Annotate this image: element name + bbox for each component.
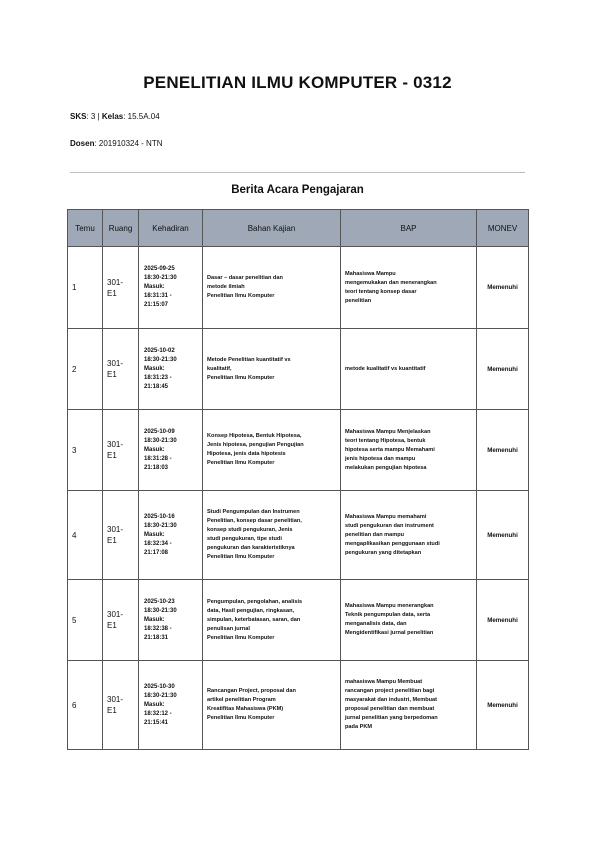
table-row — [68, 491, 529, 580]
sks-kelas-line — [70, 112, 160, 121]
cell-bahan-kajian: Studi Pengumpulan dan Instrumen Penelitian, konsep dasar penelitian, konsep studi pengukuran, Jenis studi pengukuran, tipe studi pengukuran dan karakteristiknya Penelitian Ilmu Komputer — [203, 491, 341, 580]
header-bahan-kajian: Bahan Kajian — [203, 210, 341, 247]
divider — [70, 172, 525, 173]
cell-bap: metode kualitatif vs kuantitatif — [341, 329, 477, 410]
table-row — [68, 247, 529, 329]
cell-ruang: 301- E1 — [103, 329, 139, 410]
cell-monev: Memenuhi — [477, 247, 529, 329]
cell-ruang: 301- E1 — [103, 580, 139, 661]
cell-ruang: 301- E1 — [103, 491, 139, 580]
cell-bahan-kajian: Metode Penelitian kuantitatif vs kualitatif, Penelitian Ilmu Komputer — [203, 329, 341, 410]
cell-bap: Mahasiswa Mampu menerangkan Teknik pengumpulan data, serta menganalisis data, dan Mengidentifikasi jurnal penelitian — [341, 580, 477, 661]
cell-bap: Mahasiswa Mampu Menjelaskan teori tentang Hipotesa, bentuk hipotesa serta mampu Memahami jenis hipotesa dan mampu melakukan pengujian hipotesa — [341, 410, 477, 491]
cell-kehadiran: 2025-10-16 18:30-21:30 Masuk: 18:32:34 - 21:17:08 — [139, 491, 203, 580]
cell-temu: 2 — [68, 329, 103, 410]
page-title: PENELITIAN ILMU KOMPUTER - 0312 — [143, 73, 452, 92]
cell-ruang: 301- E1 — [103, 247, 139, 329]
table-row — [68, 410, 529, 491]
cell-temu: 5 — [68, 580, 103, 661]
cell-monev: Memenuhi — [477, 410, 529, 491]
table-header-row — [68, 210, 529, 247]
sks-value: : 3 | — [86, 112, 102, 121]
cell-temu: 4 — [68, 491, 103, 580]
cell-kehadiran: 2025-09-25 18:30-21:30 Masuk: 18:31:31 - 21:15:07 — [139, 247, 203, 329]
section-title: Berita Acara Pengajaran — [231, 184, 364, 196]
cell-kehadiran: 2025-10-23 18:30-21:30 Masuk: 18:32:38 - 21:18:31 — [139, 580, 203, 661]
table-row — [68, 329, 529, 410]
cell-kehadiran: 2025-10-02 18:30-21:30 Masuk: 18:31:23 - 21:18:45 — [139, 329, 203, 410]
cell-bahan-kajian: Rancangan Project, proposal dan artikel penelitian Program Kreatifitas Mahasiswa (PKM) Penelitian Ilmu Komputer — [203, 661, 341, 750]
dosen-label: Dosen — [70, 139, 95, 148]
table-row — [68, 580, 529, 661]
cell-monev: Memenuhi — [477, 661, 529, 750]
cell-bahan-kajian: Konsep Hipotesa, Bentuk Hipotesa, Jenis hipotesa, pengujian Pengujian Hipotesa, jenis data hipotesis Penelitian Ilmu Komputer — [203, 410, 341, 491]
header-bap: BAP — [341, 210, 477, 247]
cell-bahan-kajian: Pengumpulan, pengolahan, analisis data, Hasil pengujian, ringkasan, simpulan, keterbatasan, saran, dan penulisan jurnal Penelitian Ilmu Komputer — [203, 580, 341, 661]
dosen-value: : 201910324 - NTN — [94, 139, 163, 148]
header-kehadiran: Kehadiran — [139, 210, 203, 247]
sks-label: SKS — [70, 112, 87, 121]
dosen-line — [70, 139, 163, 148]
kelas-label: Kelas — [101, 112, 124, 121]
cell-kehadiran: 2025-10-30 18:30-21:30 Masuk: 18:32:12 - 21:15:41 — [139, 661, 203, 750]
cell-temu: 6 — [68, 661, 103, 750]
cell-bap: mahasiswa Mampu Membuat rancangan project penelitian bagi masyarakat dan industri, Membuat proposal penelitian dan membuat jurnal penelitian yang berpedoman pada PKM — [341, 661, 477, 750]
cell-ruang: 301- E1 — [103, 661, 139, 750]
cell-temu: 3 — [68, 410, 103, 491]
cell-bahan-kajian: Dasar – dasar penelitian dan metode ilmiah Penelitian Ilmu Komputer — [203, 247, 341, 329]
cell-temu: 1 — [68, 247, 103, 329]
cell-monev: Memenuhi — [477, 491, 529, 580]
cell-monev: Memenuhi — [477, 580, 529, 661]
kelas-value: : 15.5A.04 — [123, 112, 160, 121]
table-row — [68, 661, 529, 750]
header-monev: MONEV — [477, 210, 529, 247]
bap-table — [67, 209, 529, 750]
cell-monev: Memenuhi — [477, 329, 529, 410]
cell-bap: Mahasiswa Mampu mengemukakan dan menerangkan teori tentang konsep dasar penelitian — [341, 247, 477, 329]
header-temu: Temu — [68, 210, 103, 247]
header-ruang: Ruang — [103, 210, 139, 247]
cell-kehadiran: 2025-10-09 18:30-21:30 Masuk: 18:31:28 - 21:18:03 — [139, 410, 203, 491]
cell-ruang: 301- E1 — [103, 410, 139, 491]
cell-bap: Mahasiswa Mampu memahami studi pengukuran dan instrument penelitian dan mampu mengaplikasikan penggunaan studi pengukuran yang ditetapkan — [341, 491, 477, 580]
